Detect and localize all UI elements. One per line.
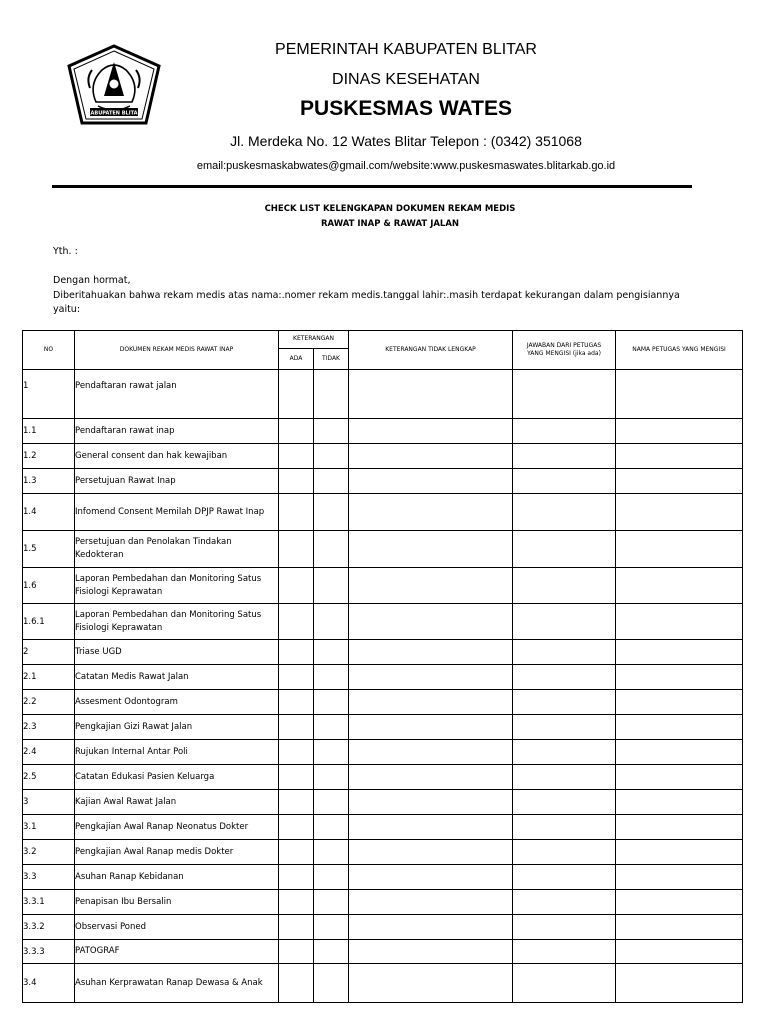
keterangan-tidak-lengkap-cell[interactable] <box>349 964 513 1003</box>
nama-petugas-cell[interactable] <box>616 715 743 740</box>
tidak-checkbox-cell[interactable] <box>314 840 349 865</box>
document-name: Infomend Consent Memilah DPJP Rawat Inap <box>75 494 279 531</box>
jawaban-petugas-cell[interactable] <box>513 964 616 1003</box>
document-name: Catatan Edukasi Pasien Keluarga <box>75 765 279 790</box>
checklist-table <box>22 330 743 1003</box>
nama-petugas-cell[interactable] <box>616 640 743 665</box>
jawaban-petugas-cell[interactable] <box>513 665 616 690</box>
document-name: Pendaftaran rawat jalan <box>75 370 279 419</box>
table-row <box>23 715 743 740</box>
nama-petugas-cell[interactable] <box>616 765 743 790</box>
ada-checkbox-cell[interactable] <box>279 640 314 665</box>
ada-checkbox-cell[interactable] <box>279 531 314 568</box>
jawaban-line2: YANG MENGISI (jika ada) <box>527 350 601 357</box>
table-row <box>23 370 743 419</box>
document-title: CHECK LIST KELENGKAPAN DOKUMEN REKAM MEDIS <box>264 204 516 214</box>
nama-petugas-cell[interactable] <box>616 865 743 890</box>
jawaban-petugas-cell[interactable] <box>513 765 616 790</box>
keterangan-tidak-lengkap-cell[interactable] <box>349 940 513 964</box>
ada-checkbox-cell[interactable] <box>279 419 314 444</box>
row-number: 3.4 <box>23 964 75 1003</box>
jawaban-petugas-cell[interactable] <box>513 815 616 840</box>
ada-checkbox-cell[interactable] <box>279 790 314 815</box>
tidak-checkbox-cell[interactable] <box>314 469 349 494</box>
keterangan-tidak-lengkap-cell[interactable] <box>349 840 513 865</box>
tidak-checkbox-cell[interactable] <box>314 604 349 640</box>
document-name: Assesment Odontogram <box>75 690 279 715</box>
government-name: PEMERINTAH KABUPATEN BLITAR <box>275 41 537 58</box>
nama-petugas-cell[interactable] <box>616 568 743 604</box>
document-name: General consent dan hak kewajiban <box>75 444 279 469</box>
document-name: Penapisan Ibu Bersalin <box>75 890 279 915</box>
logo-banner-text: KABUPATEN BLITAR <box>86 110 142 117</box>
tidak-checkbox-cell[interactable] <box>314 865 349 890</box>
jawaban-petugas-cell[interactable] <box>513 840 616 865</box>
row-number: 3.3.3 <box>23 940 75 964</box>
table-row <box>23 665 743 690</box>
document-name: Rujukan Internal Antar Poli <box>75 740 279 765</box>
tidak-checkbox-cell[interactable] <box>314 531 349 568</box>
address-line: Jl. Merdeka No. 12 Wates Blitar Telepon : (0342) 351068 <box>230 133 582 149</box>
nama-petugas-cell[interactable] <box>616 890 743 915</box>
nama-petugas-cell[interactable] <box>616 370 743 419</box>
jawaban-petugas-cell[interactable] <box>513 940 616 964</box>
document-name: Persetujuan Rawat Inap <box>75 469 279 494</box>
jawaban-line1: JAWABAN DARI PETUGAS <box>526 341 602 349</box>
table-row <box>23 940 743 964</box>
table-row <box>23 690 743 715</box>
jawaban-petugas-cell[interactable] <box>513 531 616 568</box>
tidak-checkbox-cell[interactable] <box>314 890 349 915</box>
table-row <box>23 469 743 494</box>
ada-checkbox-cell[interactable] <box>279 765 314 790</box>
jawaban-petugas-cell[interactable] <box>513 740 616 765</box>
department-name: DINAS KESEHATAN <box>332 71 480 88</box>
nama-petugas-cell[interactable] <box>616 940 743 964</box>
row-number: 1.6.1 <box>23 604 75 640</box>
row-number: 1.4 <box>23 494 75 531</box>
keterangan-tidak-lengkap-cell[interactable] <box>349 740 513 765</box>
nama-petugas-cell[interactable] <box>616 740 743 765</box>
tidak-checkbox-cell[interactable] <box>314 940 349 964</box>
keterangan-tidak-lengkap-cell[interactable] <box>349 915 513 940</box>
document-subtitle: RAWAT INAP & RAWAT JALAN <box>320 219 460 229</box>
letter-body-end: yaitu: <box>53 304 81 315</box>
row-number: 1.1 <box>23 419 75 444</box>
nama-petugas-cell[interactable] <box>616 790 743 815</box>
table-row <box>23 890 743 915</box>
tidak-checkbox-cell[interactable] <box>314 964 349 1003</box>
document-name: Kajian Awal Rawat Jalan <box>75 790 279 815</box>
ada-checkbox-cell[interactable] <box>279 604 314 640</box>
document-name: Triase UGD <box>75 640 279 665</box>
table-row <box>23 604 743 640</box>
table-row <box>23 964 743 1003</box>
ada-checkbox-cell[interactable] <box>279 964 314 1003</box>
tidak-checkbox-cell[interactable] <box>314 690 349 715</box>
keterangan-tidak-lengkap-cell[interactable] <box>349 865 513 890</box>
col-header-tidak: TIDAK <box>314 349 349 370</box>
tidak-checkbox-cell[interactable] <box>314 640 349 665</box>
document-name: Laporan Pembedahan dan Monitoring Satus Fisiologi Keprawatan <box>75 604 279 640</box>
jawaban-petugas-cell[interactable] <box>513 715 616 740</box>
tidak-checkbox-cell[interactable] <box>314 790 349 815</box>
row-number: 2.1 <box>23 665 75 690</box>
row-number: 2.3 <box>23 715 75 740</box>
tidak-checkbox-cell[interactable] <box>314 740 349 765</box>
keterangan-tidak-lengkap-cell[interactable] <box>349 765 513 790</box>
nama-petugas-cell[interactable] <box>616 419 743 444</box>
row-number: 3.3 <box>23 865 75 890</box>
ada-checkbox-cell[interactable] <box>279 915 314 940</box>
tidak-checkbox-cell[interactable] <box>314 494 349 531</box>
row-number: 3.2 <box>23 840 75 865</box>
ada-checkbox-cell[interactable] <box>279 715 314 740</box>
document-name: Pengkajian Gizi Rawat Jalan <box>75 715 279 740</box>
jawaban-petugas-cell[interactable] <box>513 568 616 604</box>
jawaban-petugas-cell[interactable] <box>513 419 616 444</box>
document-name: Catatan Medis Rawat Jalan <box>75 665 279 690</box>
col-header-document: DOKUMEN REKAM MEDIS RAWAT INAP <box>75 331 279 370</box>
table-row <box>23 419 743 444</box>
recipient-line: Yth. : <box>53 246 78 257</box>
table-row <box>23 815 743 840</box>
greeting: Dengan hormat, <box>53 275 131 286</box>
document-name: Laporan Pembedahan dan Monitoring Satus Fisiologi Keprawatan <box>75 568 279 604</box>
ada-checkbox-cell[interactable] <box>279 444 314 469</box>
keterangan-tidak-lengkap-cell[interactable] <box>349 690 513 715</box>
table-row <box>23 494 743 531</box>
letter-body: Diberitahuakan bahwa rekam medis atas nama:.nomer rekam medis.tanggal lahir:.masih terdapat kekurangan dalam pengisiannya <box>53 290 680 301</box>
ada-checkbox-cell[interactable] <box>279 815 314 840</box>
table-row <box>23 790 743 815</box>
row-number: 3.3.1 <box>23 890 75 915</box>
jawaban-petugas-cell[interactable] <box>513 469 616 494</box>
keterangan-tidak-lengkap-cell[interactable] <box>349 370 513 419</box>
row-number: 3.1 <box>23 815 75 840</box>
tidak-checkbox-cell[interactable] <box>314 815 349 840</box>
header-divider <box>52 185 692 188</box>
table-row <box>23 444 743 469</box>
nama-petugas-cell[interactable] <box>616 444 743 469</box>
row-number: 3.3.2 <box>23 915 75 940</box>
table-row <box>23 915 743 940</box>
ada-checkbox-cell[interactable] <box>279 740 314 765</box>
nama-petugas-cell[interactable] <box>616 815 743 840</box>
jawaban-petugas-cell[interactable] <box>513 865 616 890</box>
row-number: 1.2 <box>23 444 75 469</box>
jawaban-petugas-cell[interactable] <box>513 640 616 665</box>
jawaban-petugas-cell[interactable] <box>513 494 616 531</box>
col-header-keterangan: KETERANGAN <box>279 331 349 349</box>
nama-petugas-cell[interactable] <box>616 531 743 568</box>
table-row <box>23 765 743 790</box>
keterangan-tidak-lengkap-cell[interactable] <box>349 469 513 494</box>
keterangan-tidak-lengkap-cell[interactable] <box>349 419 513 444</box>
row-number: 3 <box>23 790 75 815</box>
document-name: Pendaftaran rawat inap <box>75 419 279 444</box>
nama-petugas-cell[interactable] <box>616 964 743 1003</box>
nama-petugas-cell[interactable] <box>616 469 743 494</box>
tidak-checkbox-cell[interactable] <box>314 665 349 690</box>
nama-petugas-cell[interactable] <box>616 665 743 690</box>
tidak-checkbox-cell[interactable] <box>314 444 349 469</box>
keterangan-tidak-lengkap-cell[interactable] <box>349 715 513 740</box>
ada-checkbox-cell[interactable] <box>279 665 314 690</box>
keterangan-tidak-lengkap-cell[interactable] <box>349 790 513 815</box>
jawaban-petugas-cell[interactable] <box>513 690 616 715</box>
nama-petugas-cell[interactable] <box>616 915 743 940</box>
institution-name: PUSKESMAS WATES <box>300 97 512 120</box>
ada-checkbox-cell[interactable] <box>279 890 314 915</box>
jawaban-petugas-cell[interactable] <box>513 370 616 419</box>
row-number: 2.5 <box>23 765 75 790</box>
col-header-tidak-lengkap: KETERANGAN TIDAK LENGKAP <box>349 331 513 370</box>
table-row <box>23 640 743 665</box>
nama-petugas-cell[interactable] <box>616 840 743 865</box>
col-header-no: NO <box>23 331 75 370</box>
document-name: Pengkajian Awal Ranap medis Dokter <box>75 840 279 865</box>
tidak-checkbox-cell[interactable] <box>314 419 349 444</box>
jawaban-petugas-cell[interactable] <box>513 444 616 469</box>
keterangan-tidak-lengkap-cell[interactable] <box>349 640 513 665</box>
row-number: 1.5 <box>23 531 75 568</box>
ada-checkbox-cell[interactable] <box>279 940 314 964</box>
tidak-checkbox-cell[interactable] <box>314 715 349 740</box>
row-number: 1 <box>23 370 75 419</box>
ada-checkbox-cell[interactable] <box>279 690 314 715</box>
document-name: Persetujuan dan Penolakan Tindakan Kedokteran <box>75 531 279 568</box>
keterangan-tidak-lengkap-cell[interactable] <box>349 815 513 840</box>
ada-checkbox-cell[interactable] <box>279 469 314 494</box>
table-row <box>23 840 743 865</box>
jawaban-petugas-cell[interactable] <box>513 915 616 940</box>
ada-checkbox-cell[interactable] <box>279 494 314 531</box>
document-name: Asuhan Kerprawatan Ranap Dewasa & Anak <box>75 964 279 1003</box>
keterangan-tidak-lengkap-cell[interactable] <box>349 531 513 568</box>
col-header-ada: ADA <box>279 349 314 370</box>
tidak-checkbox-cell[interactable] <box>314 568 349 604</box>
keterangan-tidak-lengkap-cell[interactable] <box>349 568 513 604</box>
jawaban-petugas-cell[interactable] <box>513 790 616 815</box>
contact-line: email:puskesmaskabwates@gmail.com/website:www.puskesmaswates.blitarkab.go.id <box>196 160 616 172</box>
document-name: Pengkajian Awal Ranap Neonatus Dokter <box>75 815 279 840</box>
table-row <box>23 740 743 765</box>
row-number: 2.4 <box>23 740 75 765</box>
jawaban-petugas-cell[interactable] <box>513 604 616 640</box>
ada-checkbox-cell[interactable] <box>279 840 314 865</box>
tidak-checkbox-cell[interactable] <box>314 370 349 419</box>
col-header-jawaban <box>513 331 616 370</box>
ada-checkbox-cell[interactable] <box>279 568 314 604</box>
document-name: Asuhan Ranap Kebidanan <box>75 865 279 890</box>
row-number: 1.6 <box>23 568 75 604</box>
keterangan-tidak-lengkap-cell[interactable] <box>349 665 513 690</box>
row-number: 2 <box>23 640 75 665</box>
tidak-checkbox-cell[interactable] <box>314 915 349 940</box>
row-number: 1.3 <box>23 469 75 494</box>
table-row <box>23 865 743 890</box>
row-number: 2.2 <box>23 690 75 715</box>
nama-petugas-cell[interactable] <box>616 604 743 640</box>
document-name: Observasi Poned <box>75 915 279 940</box>
nama-petugas-cell[interactable] <box>616 690 743 715</box>
tidak-checkbox-cell[interactable] <box>314 765 349 790</box>
keterangan-tidak-lengkap-cell[interactable] <box>349 604 513 640</box>
jawaban-petugas-cell[interactable] <box>513 890 616 915</box>
col-header-nama-petugas: NAMA PETUGAS YANG MENGISI <box>616 331 743 370</box>
keterangan-tidak-lengkap-cell[interactable] <box>349 494 513 531</box>
table-row <box>23 531 743 568</box>
nama-petugas-cell[interactable] <box>616 494 743 531</box>
keterangan-tidak-lengkap-cell[interactable] <box>349 444 513 469</box>
table-row <box>23 568 743 604</box>
ada-checkbox-cell[interactable] <box>279 370 314 419</box>
ada-checkbox-cell[interactable] <box>279 865 314 890</box>
keterangan-tidak-lengkap-cell[interactable] <box>349 890 513 915</box>
document-name: PATOGRAF <box>75 940 279 964</box>
